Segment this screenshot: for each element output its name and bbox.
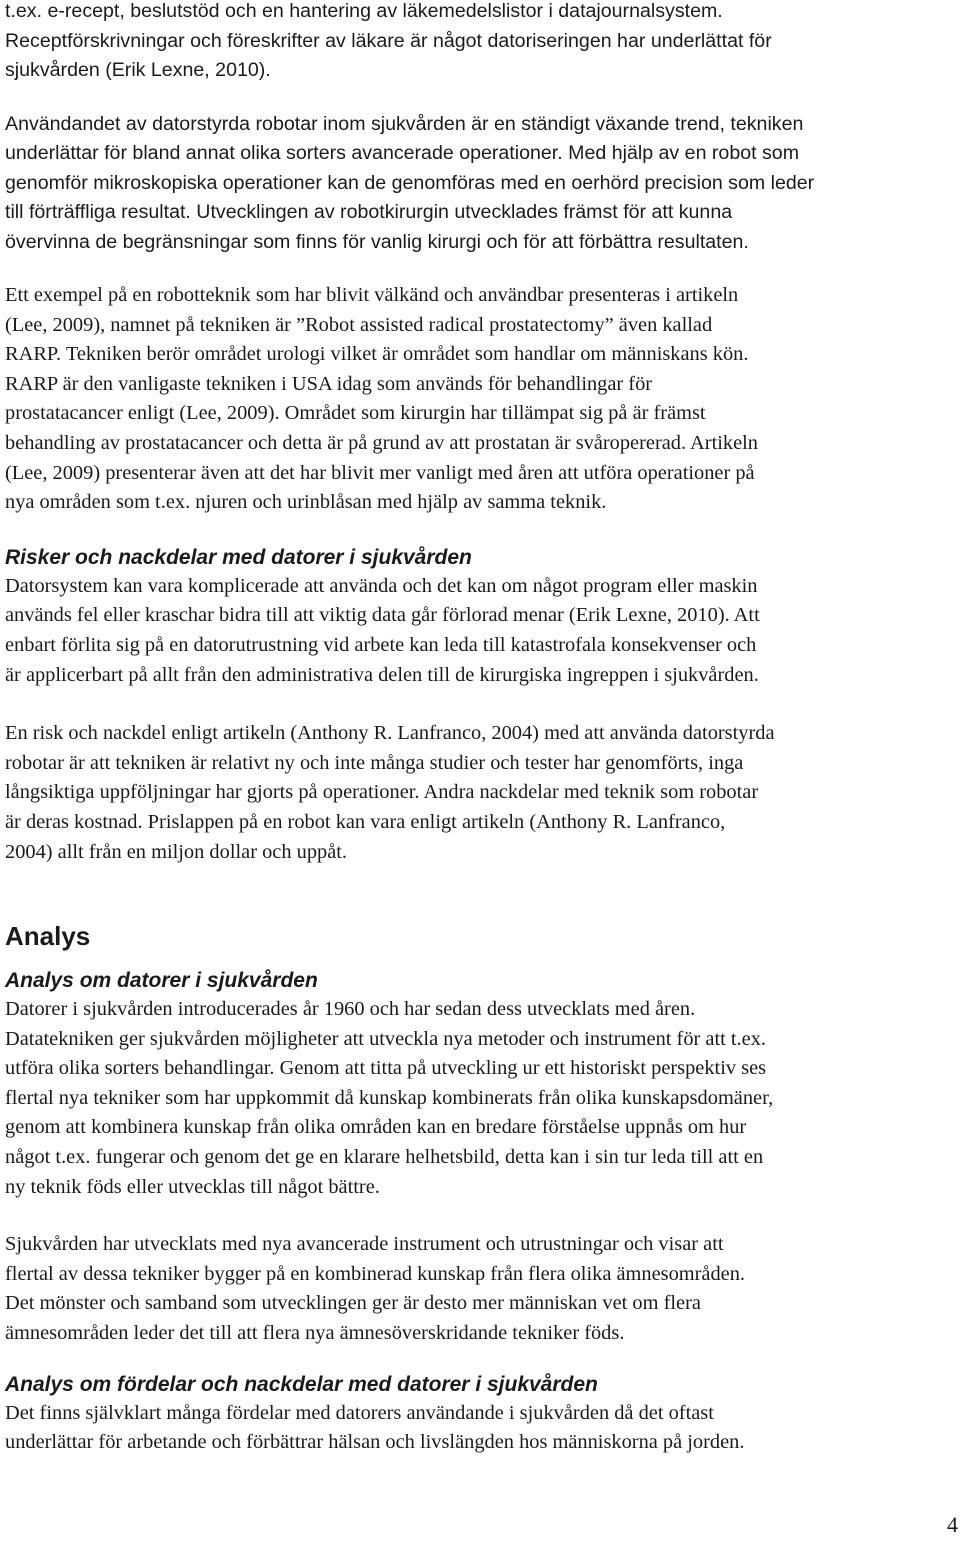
text-line: Det finns självklart många fördelar med datorers användande i sjukvården då det oftast xyxy=(5,1401,714,1424)
text-line: Receptförskrivningar och föreskrifter av läkare är något datoriseringen har underlättat för xyxy=(5,29,772,52)
text-line: (Lee, 2009) presenterar även att det har blivit mer vanligt med åren att utföra operationer på xyxy=(5,461,755,484)
heading-analys-datorer: Analys om datorer i sjukvården xyxy=(5,969,318,993)
paragraph-robotar xyxy=(5,110,955,258)
text-line: En risk och nackdel enligt artikeln (Anthony R. Lanfranco, 2004) med att använda datorstyrda xyxy=(5,722,775,745)
text-line: genomför mikroskopiska operationer kan de genomföras med en oerhörd precision som leder xyxy=(5,171,815,194)
text-line: genom att kombinera kunskap från olika områden kan en bredare förståelse uppnås om hur xyxy=(5,1116,747,1139)
paragraph-rarp xyxy=(5,281,955,518)
text-line: nya områden som t.ex. njuren och urinblåsan med hjälp av samma teknik. xyxy=(5,491,607,514)
text-line: Datorsystem kan vara komplicerade att använda och det kan om något program eller maskin xyxy=(5,574,758,597)
text-line: t.ex. e-recept, beslutstöd och en hantering av läkemedelslistor i datajournalsystem. xyxy=(5,0,723,22)
paragraph-risk-nackdel xyxy=(5,719,955,867)
text-line: Ett exempel på en robotteknik som har blivit välkänd och användbar presenteras i artikeln xyxy=(5,284,739,306)
paragraph-erecept xyxy=(5,0,955,86)
text-line: enbart förlita sig på en datorutrustning vid arbete kan leda till katastrofala konsekvenser och xyxy=(5,633,757,656)
text-line: Datorer i sjukvården introducerades år 1960 och har sedan dess utvecklats med åren. xyxy=(5,998,696,1021)
document-page xyxy=(5,0,955,1458)
page-number: 4 xyxy=(947,1512,958,1537)
text-line: prostatacancer enligt (Lee, 2009). Området som kirurgin har tillämpat sig på är främst xyxy=(5,402,706,425)
text-line: Datatekniken ger sjukvården möjligheter att utveckla nya metoder och instrument för att t.ex. xyxy=(5,1027,766,1050)
text-line: ny teknik föds eller utvecklas till något bättre. xyxy=(5,1175,380,1198)
text-line: är applicerbart på allt från den administrativa delen till de kirurgiska ingreppen i sjukvården. xyxy=(5,663,759,686)
text-line: sjukvården (Erik Lexne, 2010). xyxy=(5,59,271,81)
text-line: (Lee, 2009), namnet på tekniken är ”Robot assisted radical prostatectomy” även kallad xyxy=(5,313,713,336)
text-line: underlättar för arbetande och förbättrar hälsan och livslängden hos människorna på jorden. xyxy=(5,1431,745,1454)
text-line: långsiktiga uppföljningar har gjorts på operationer. Andra nackdelar med teknik som robotar xyxy=(5,781,759,804)
text-line: Sjukvården har utvecklats med nya avancerade instrument och utrustningar och visar att xyxy=(5,1233,724,1256)
text-line: RARP. Tekniken berör området urologi vilket är området som handlar om människans kön. xyxy=(5,343,749,366)
text-line: flertal nya tekniker som har uppkommit då kunskap kombinerats från olika kunskapsdomäner, xyxy=(5,1086,774,1109)
text-line: robotar är att tekniken är relativt ny och inte många studier och tester har genomförts, inga xyxy=(5,751,744,774)
paragraph-datorer-1960 xyxy=(5,995,955,1202)
text-line: ämnesområden leder det till att flera nya ämnesöverskridande tekniker föds. xyxy=(5,1322,625,1345)
heading-analys: Analys xyxy=(5,921,91,952)
paragraph-fordelar xyxy=(5,1399,955,1458)
paragraph-datorsystem xyxy=(5,572,955,690)
heading-risker: Risker och nackdelar med datorer i sjukvården xyxy=(5,545,472,569)
text-line: övervinna de begränsningar som finns för vanlig kirurgi och för att förbättra resultaten. xyxy=(5,230,749,253)
text-line: används fel eller kraschar bidra till att viktig data går förlorad menar (Erik Lexne, 2010). Att xyxy=(5,604,760,627)
text-line: RARP är den vanligaste tekniken i USA idag som används för behandlingar för xyxy=(5,372,653,395)
text-line: Det mönster och samband som utvecklingen ger är desto mer människan vet om flera xyxy=(5,1292,701,1315)
paragraph-sjukvarden-utvecklats xyxy=(5,1230,955,1348)
text-line: utföra olika sorters behandlingar. Genom att titta på utveckling ur ett historiskt perspektiv ses xyxy=(5,1057,767,1080)
text-line: 2004) allt från en miljon dollar och uppåt. xyxy=(5,840,348,863)
heading-analys-fordelar: Analys om fördelar och nackdelar med datorer i sjukvården xyxy=(5,1372,598,1396)
text-line: något t.ex. fungerar och genom det ge en klarare helhetsbild, detta kan i sin tur leda till att en xyxy=(5,1146,764,1169)
text-line: flertal av dessa tekniker bygger på en kombinerad kunskap från flera olika ämnesområden. xyxy=(5,1262,746,1285)
text-line: behandling av prostatacancer och detta är på grund av att prostatan är svåropererad. Artikeln xyxy=(5,431,758,454)
text-line: till förträffliga resultat. Utvecklingen av robotkirurgin utvecklades främst för att kunna xyxy=(5,201,733,223)
text-line: är deras kostnad. Prislappen på en robot kan vara enligt artikeln (Anthony R. Lanfranco, xyxy=(5,810,726,833)
text-line: Användandet av datorstyrda robotar inom sjukvården är en ständigt växande trend, tekniken xyxy=(5,112,804,135)
text-line: underlättar för bland annat olika sorters avancerade operationer. Med hjälp av en robot som xyxy=(5,142,800,164)
